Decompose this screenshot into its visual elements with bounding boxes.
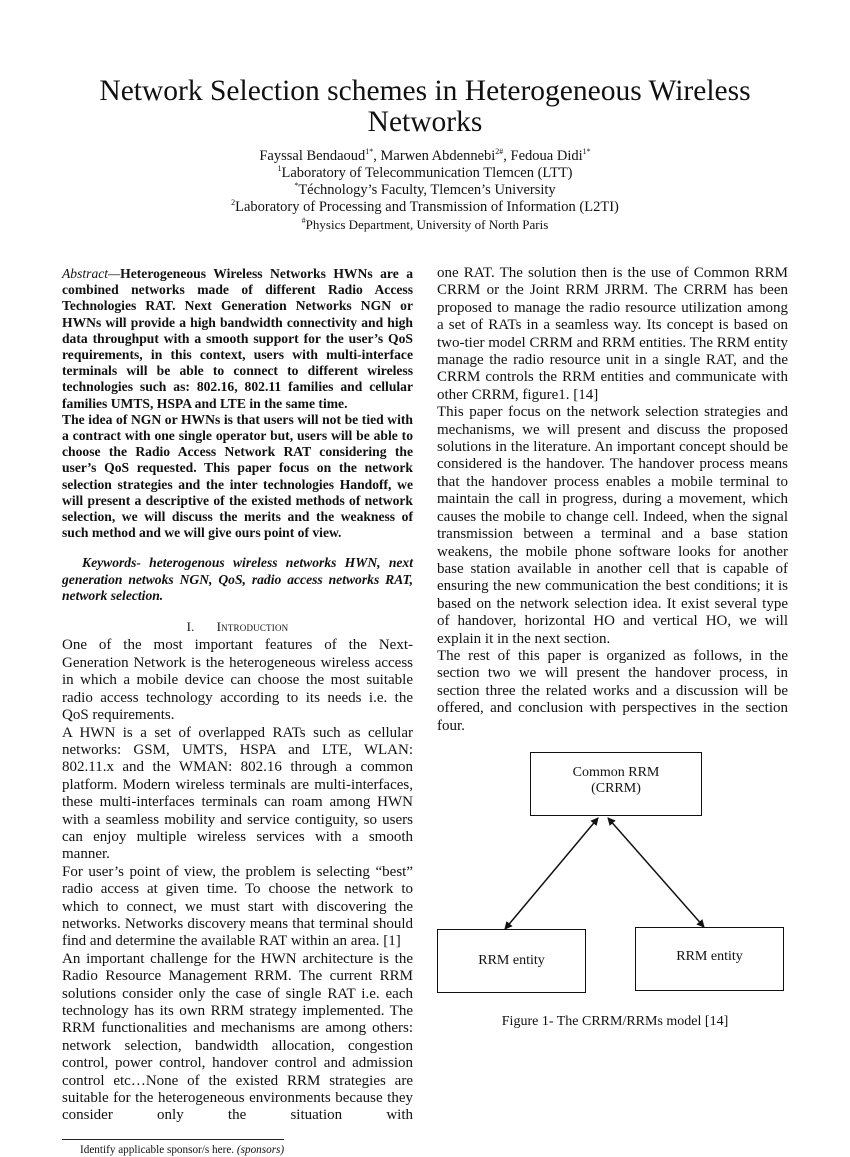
affiliation (60, 165, 790, 182)
abstract-text: Heterogeneous Wireless Networks HWNs are a combined networks made of different Radio Access Technologies RAT. Next Generation Networks NGN or HWNs will provide a high bandwidth connectivity and high data throughput with a smooth support for the user’s QoS requirements, in this context, users with multi-interface terminals will be able to connect to different wireless technologies such as: 802.16, 802.11 families and cellular families UMTS, HSPA and LTE in the same time. (62, 266, 413, 411)
body-paragraph: An important challenge for the HWN architecture is the Radio Resource Management RRM. The current RRM solutions consider only the case of single RAT i.e. each technology has its own RRM strategy implemented. The RRM functionalities and mechanisms are among others: network selection, bandwidth allocation, congestion control, power control, handover control and admission control etc…None of the existed RRM strategies are suitable for the heterogeneous environments because they consider only the situation with (62, 950, 413, 1124)
footnote (80, 1143, 413, 1157)
affiliation-text: Physics Department, University of North Paris (305, 217, 549, 232)
author-sep: , (373, 148, 381, 164)
affiliation-sup: * (294, 181, 299, 190)
body-paragraph: This paper focus on the network selection strategies and mechanisms, we will present and discuss the proposed solutions in the literature. An important concept should be considered is the handover. The handover process means that the handover process enables a mobile terminal to maintain the call in progress, during a movement, which causes the mobile to change cell. Indeed, when the signal transmission between a terminal and a base station weakens, the mobile phone software looks for another base station available in another cell that is capable of ensuring the new communication the best conditions; it is based on the network selection idea. It exist several type of handover, horizontal HO and vertical HO, we will explain it in the next section. (437, 404, 788, 647)
author-list (60, 148, 790, 165)
figure-caption: Figure 1- The CRRM/RRMs model [14] (501, 1013, 729, 1029)
affiliation-text: Téchnology’s Faculty, Tlemcen’s University (298, 182, 556, 198)
title-line-2: Networks (367, 106, 483, 138)
affiliation (60, 199, 790, 216)
body-paragraph: A HWN is a set of overlapped RATs such as cellular networks: GSM, UMTS, HSPA and LTE, WLAN: 802.11.x and the WMAN: 802.16 through a common platform. Modern wireless terminals are multi-interfaces, these multi-interfaces terminals can roam among HWN with a seamless mobility and service contiguity, so users can enjoy multiple wireless services with a smooth manner. (62, 724, 413, 863)
footnote-italic: (sponsors) (236, 1143, 285, 1156)
body-paragraph: one RAT. The solution then is the use of Common RRM CRRM or the Joint RRM JRRM. The CRRM has been proposed to manage the radio resource utilization among a set of RATs in a seamless way. Its concept is based on two-tier model CRRM and RRM entities. The RRM entity manage the radio resource unit in a single RAT, and the CRRM controls the RRM entities and communicate with other CRRM, figure1. [14] (437, 265, 788, 403)
footnote-text: Identify applicable sponsor/s here. (80, 1143, 237, 1156)
right-column-wrapper (437, 265, 788, 1043)
body-paragraph: For user’s point of view, the problem is selecting “best” radio access at given time. To choose the network to which to connect, we must start with discovering the networks. Networks discovery means that terminal should find and determine the available RAT within an area. [1] (62, 863, 413, 950)
abstract-label: Abstract (62, 266, 109, 281)
author-name: Fayssal Bendaoud (259, 148, 366, 164)
footnote-divider (62, 1139, 284, 1140)
rrm-entity-box-left: RRM entity (437, 929, 586, 993)
left-column-wrapper (62, 266, 413, 1157)
title-line-1: Network Selection schemes in Heterogeneous Wireless (99, 75, 751, 107)
body-paragraph: One of the most important features of the Next-Generation Network is the heterogeneous wireless access in which a mobile device can choose the most suitable radio access technology according to its needs i.e. the QoS requirements. (62, 637, 413, 724)
affiliation-text: Laboratory of Telecommunication Tlemcen (LTT) (281, 165, 573, 181)
box-label: (CRRM) (591, 781, 641, 797)
section-heading (62, 618, 413, 635)
affiliation-sup: 1 (277, 164, 282, 173)
right-column (437, 265, 788, 735)
author-sup: 1* (365, 147, 374, 156)
abstract-paragraph: The idea of NGN or HWNs is that users will not be tied with a contract with one single operator but, users will be able to choose the Radio Access Network RAT considering the user’s QoS requested. This paper focus on the network selection strategies and the inter technologies Handoff, we will present a descriptive of the existed methods of network selection, we will discuss the merits and the weakness of such method and we will give ours point of view. (62, 411, 413, 541)
author-sep: , (503, 148, 511, 164)
author-name: Marwen Abdennebi (380, 148, 496, 164)
section-number: I. (186, 619, 195, 635)
affiliation-sup: # (301, 216, 306, 225)
rrm-entity-box-right: RRM entity (635, 927, 784, 991)
affiliation (60, 182, 790, 199)
body-paragraph: The rest of this paper is organized as follows, in the section two we will present the handover process, in section three the related works and a discussion will be offered, and conclusion with perspectives in the section four. (437, 647, 788, 734)
common-rrm-box (530, 752, 702, 816)
affiliation-text: Laboratory of Processing and Transmission of Information (L2TI) (235, 199, 619, 215)
affiliation (60, 216, 790, 233)
author-sup: 1* (582, 147, 591, 156)
box-label: Common RRM (572, 764, 660, 780)
author-block (60, 148, 790, 233)
section-title: Introduction (216, 619, 289, 635)
left-column (62, 266, 413, 1125)
paper-title (60, 76, 790, 138)
author-name: Fedoua Didi (510, 148, 583, 164)
author-sup: 2# (495, 147, 504, 156)
abstract-paragraph (62, 266, 413, 412)
double-arrow-left (505, 818, 598, 929)
abstract-dash: — (108, 266, 121, 281)
double-arrow-right (608, 818, 704, 927)
figure-crrm-model (430, 743, 800, 1043)
keywords: Keywords- heterogenous wireless networks HWN, next generation netwoks NGN, QoS, radio access networks RAT, network selection. (62, 555, 413, 603)
affiliation-sup: 2 (231, 198, 236, 207)
